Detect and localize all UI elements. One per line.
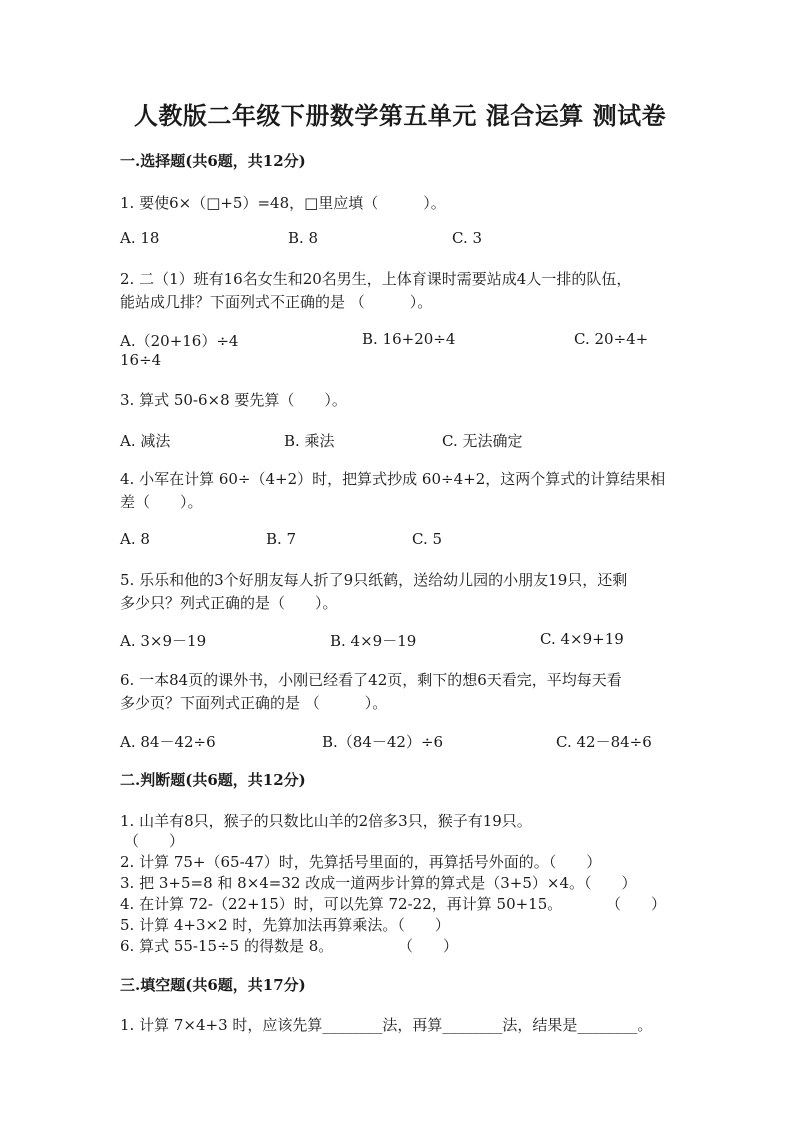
q3-option-a: A. 减法	[120, 432, 171, 450]
question-6-line1: 6. 一本84页的课外书，小刚已经看了42页，剩下的想6天看完，平均每天看	[120, 671, 622, 689]
judge-item-4-paren: （ ）	[606, 895, 667, 913]
q3-option-c: C. 无法确定	[442, 432, 523, 450]
q4-option-c: C. 5	[412, 530, 443, 548]
q1-option-a: A. 18	[120, 229, 160, 247]
question-2-line2: 能站成几排？下面列式不正确的是 （ ）。	[120, 293, 433, 311]
judge-item-4: 4. 在计算 72-（22+15）时，可以先算 72-22，再计算 50+15。	[120, 895, 563, 913]
q5-option-b: B. 4×9－19	[330, 632, 417, 650]
section-heading-judge: 二.判断题(共6题，共12分)	[120, 771, 306, 789]
judge-item-5: 5. 计算 4+3×2 时，先算加法再算乘法。（ ）	[120, 916, 450, 934]
judge-item-1-paren: （ ）	[124, 832, 185, 850]
section-heading-choice: 一.选择题(共6题，共12分)	[120, 152, 306, 170]
q2-option-c: C. 20÷4+	[574, 330, 649, 348]
page-title: 人教版二年级下册数学第五单元 混合运算 测试卷	[133, 101, 667, 130]
fill-item-1: 1. 计算 7×4+3 时，应该先算________法，再算________法，结果是________。	[120, 1016, 653, 1034]
question-3: 3. 算式 50-6×8 要先算（ ）。	[120, 391, 347, 409]
q5-option-c: C. 4×9+19	[540, 630, 624, 648]
judge-item-3: 3. 把 3+5=8 和 8×4=32 改成一道两步计算的算式是（3+5）×4。（ ）	[120, 874, 637, 892]
judge-item-6-paren: （ ）	[398, 937, 459, 955]
judge-item-1: 1. 山羊有8只，猴子的只数比山羊的2倍多3只，猴子有19只。	[120, 812, 532, 830]
question-1: 1. 要使6×（□+5）=48，□里应填（ ）。	[120, 194, 446, 212]
judge-item-6: 6. 算式 55-15÷5 的得数是 8。	[120, 937, 334, 955]
q6-option-a: A. 84－42÷6	[120, 733, 216, 751]
question-4-line1: 4. 小军在计算 60÷（4+2）时，把算式抄成 60÷4+2，这两个算式的计算结果相	[120, 470, 666, 488]
question-5-line2: 多少只？列式正确的是（ ）。	[120, 594, 338, 612]
q1-option-b: B. 8	[288, 229, 319, 247]
q3-option-b: B. 乘法	[284, 432, 335, 450]
q2-option-b: B. 16+20÷4	[362, 330, 456, 348]
judge-item-2: 2. 计算 75+（65-47）时，先算括号里面的，再算括号外面的。（ ）	[120, 853, 602, 871]
q4-option-a: A. 8	[120, 530, 150, 548]
question-5-line1: 5. 乐乐和他的3个好朋友每人折了9只纸鹤，送给幼儿园的小朋友19只，还剩	[120, 571, 628, 589]
question-2-line1: 2. 二（1）班有16名女生和20名男生，上体育课时需要站成4人一排的队伍，	[120, 270, 632, 288]
q2-option-c-wrap: 16÷4	[120, 351, 162, 369]
question-6-line2: 多少页？下面列式正确的是 （ ）。	[120, 694, 388, 712]
question-4-line2: 差（ ）。	[120, 493, 203, 511]
q4-option-b: B. 7	[266, 530, 297, 548]
q1-option-c: C. 3	[452, 229, 483, 247]
q6-option-c: C. 42－84÷6	[556, 733, 652, 751]
q6-option-b: B.（84－42）÷6	[322, 733, 444, 751]
q5-option-a: A. 3×9－19	[120, 632, 207, 650]
q2-option-a: A.（20+16）÷4	[120, 332, 239, 350]
section-heading-fill: 三.填空题(共6题，共17分)	[120, 976, 306, 994]
